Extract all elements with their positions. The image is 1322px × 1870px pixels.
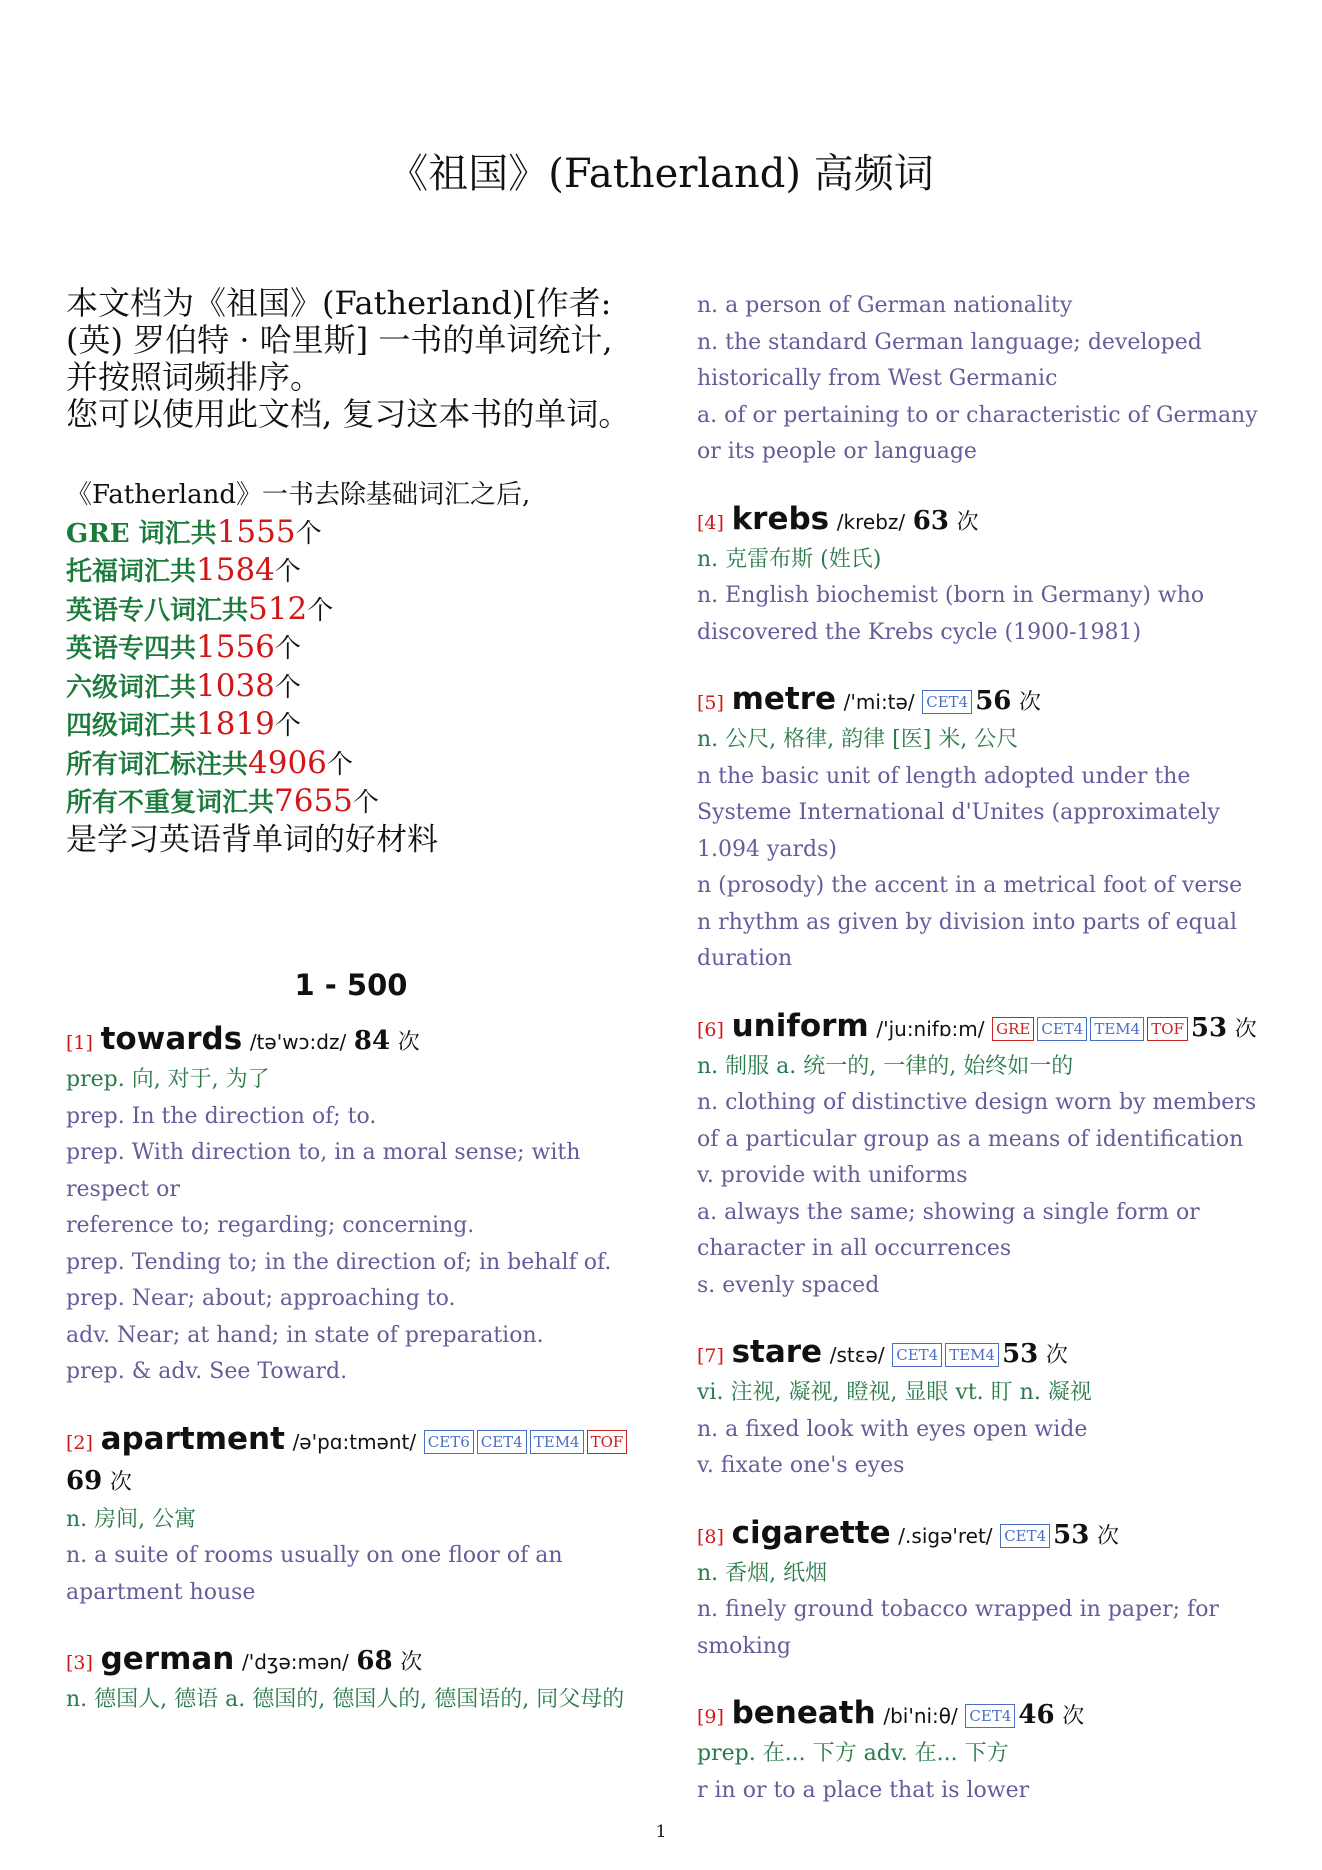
stat-label: 所有不重复词汇共	[66, 788, 275, 818]
word-entry	[697, 1694, 1267, 1809]
word-entry	[697, 500, 1267, 652]
stat-unit: 个	[326, 749, 353, 780]
definition-en: n. clothing of distinctive design worn by members of a particular group as a means of identification	[697, 1090, 1257, 1152]
stat-unit: 个	[352, 788, 379, 818]
headword: krebs	[731, 500, 830, 537]
entry-index: [9]	[697, 1706, 724, 1728]
definition-en: reference to; regarding; concerning.	[66, 1213, 475, 1238]
exam-tag: TOF	[587, 1430, 628, 1454]
intro-line-1: 本文档为《祖国》(Fatherland)[作者: (英) 罗伯特 · 哈里斯] 一书的单词统计, 并按照词频排序。	[66, 284, 613, 396]
exam-tag: GRE	[992, 1017, 1034, 1041]
word-entry	[66, 1640, 636, 1719]
exam-tag: TEM4	[530, 1430, 584, 1454]
definition-en: n (prosody) the accent in a metrical foot of verse	[697, 873, 1243, 898]
page-title: 《祖国》(Fatherland) 高频词	[388, 151, 934, 197]
stat-number: 1038	[196, 667, 275, 704]
definition-en: a. always the same; showing a single form or character in all occurrences	[697, 1199, 1200, 1261]
headword: cigarette	[731, 1514, 891, 1551]
stat-line	[66, 668, 636, 707]
entry-head	[697, 1007, 1267, 1049]
phonetic: /.sigə'ret/	[898, 1523, 993, 1548]
entry-index: [1]	[66, 1032, 93, 1054]
frequency-count: 68	[356, 1646, 393, 1676]
entry-index: [4]	[697, 511, 724, 534]
word-entry	[697, 288, 1267, 471]
entry-index: [3]	[66, 1652, 93, 1674]
stat-unit: 个	[274, 557, 301, 587]
headword: metre	[731, 681, 837, 717]
stat-number: 1556	[196, 629, 275, 665]
word-entry	[66, 1020, 636, 1391]
count-suffix: 次	[1234, 1016, 1257, 1042]
count-suffix: 次	[1062, 1704, 1085, 1729]
stat-label: 四级词汇共	[66, 711, 197, 741]
definition-en: v. fixate one's eyes	[697, 1453, 905, 1478]
frequency-count: 69	[66, 1465, 103, 1496]
entry-head	[697, 680, 1267, 722]
stat-number: 1555	[216, 513, 296, 550]
definition-en: prep. Near; about; approaching to.	[66, 1286, 456, 1311]
frequency-count: 63	[912, 505, 949, 536]
entry-head	[66, 1640, 636, 1682]
stat-unit: 个	[307, 595, 334, 626]
phonetic: /'ju:nifɒ:m/	[876, 1016, 985, 1041]
stats-list	[66, 514, 636, 822]
entry-head	[66, 1420, 636, 1502]
definition-en: s. evenly spaced	[697, 1272, 880, 1298]
definition-en: prep. With direction to, in a moral sense; with respect or	[66, 1140, 581, 1202]
entry-head	[697, 500, 1267, 542]
stat-unit: 个	[274, 672, 301, 703]
word-entry	[66, 1420, 636, 1612]
entry-head	[697, 1514, 1267, 1556]
entry-index: [7]	[697, 1345, 724, 1367]
headword: stare	[731, 1334, 823, 1370]
count-suffix: 次	[1045, 1343, 1068, 1368]
entry-head	[697, 1694, 1267, 1736]
stat-line	[66, 706, 636, 745]
stat-line	[66, 783, 636, 822]
definition-cn: n. 克雷布斯 (姓氏)	[697, 546, 882, 572]
headword: uniform	[731, 1007, 869, 1044]
definition-en: prep. Tending to; in the direction of; in behalf of.	[66, 1249, 612, 1275]
frequency-count: 56	[975, 686, 1012, 716]
intro-line-2: 您可以使用此文档, 复习这本书的单词。	[66, 395, 631, 433]
entries-right	[697, 288, 1267, 1809]
stat-unit: 个	[295, 518, 322, 549]
stat-label: GRE 词汇共	[66, 518, 217, 549]
stats-footer: 是学习英语背单词的好材料	[66, 821, 438, 858]
definition-en: n. finely ground tobacco wrapped in paper; for smoking	[697, 1597, 1219, 1659]
definition-en: r in or to a place that is lower	[697, 1777, 1030, 1803]
stats-lead: 《Fatherland》一书去除基础词汇之后,	[66, 480, 531, 510]
headword: apartment	[100, 1420, 285, 1457]
definition-cn: n. 制服 a. 统一的, 一律的, 始终如一的	[697, 1053, 1074, 1079]
phonetic: /bi'ni:θ/	[883, 1704, 958, 1728]
right-column	[697, 288, 1267, 1838]
phonetic: /'dʒə:mən/	[242, 1650, 349, 1674]
exam-tag: TEM4	[945, 1343, 999, 1367]
definition-cn: n. 房间, 公寓	[66, 1506, 197, 1532]
exam-tag: TEM4	[1090, 1017, 1144, 1041]
left-column	[66, 285, 636, 1748]
stat-label: 英语专八词汇共	[66, 595, 249, 626]
word-entry	[697, 1514, 1267, 1666]
definition-en: n. a fixed look with eyes open wide	[697, 1416, 1088, 1442]
entry-head	[697, 1333, 1267, 1375]
stat-label: 所有词汇标注共	[66, 749, 249, 780]
stat-line	[66, 745, 636, 784]
definition-en: n rhythm as given by division into parts of equal duration	[697, 909, 1238, 971]
word-entry	[697, 1007, 1267, 1305]
definition-en: prep. In the direction of; to.	[66, 1103, 377, 1129]
phonetic: /stɛə/	[829, 1343, 885, 1367]
count-suffix: 次	[397, 1030, 420, 1055]
definition-cn: prep. 向, 对于, 为了	[66, 1067, 270, 1092]
phonetic: /'mi:tə/	[843, 690, 915, 714]
stats-block	[66, 477, 636, 858]
stat-label: 英语专四共	[66, 634, 197, 664]
exam-tag: CET4	[1000, 1524, 1050, 1548]
exam-tag: CET4	[892, 1343, 942, 1367]
stat-line	[66, 552, 636, 591]
count-suffix: 次	[109, 1469, 132, 1495]
exam-tag: CET6	[424, 1430, 474, 1454]
stat-number: 1584	[196, 552, 275, 588]
definition-en: n. English biochemist (born in Germany) who discovered the Krebs cycle (1900-1981)	[697, 583, 1205, 645]
headword: beneath	[731, 1695, 876, 1731]
definition-cn: n. 德国人, 德语 a. 德国的, 德国人的, 德国语的, 同父母的	[66, 1687, 625, 1712]
exam-tag: CET4	[965, 1704, 1015, 1728]
stat-unit: 个	[274, 634, 301, 664]
entry-index: [2]	[66, 1431, 93, 1454]
stat-number: 4906	[248, 744, 327, 781]
stat-number: 1819	[196, 706, 275, 742]
definition-cn: n. 公尺, 格律, 韵律 [医] 米, 公尺	[697, 727, 1019, 752]
definition-cn: vi. 注视, 凝视, 瞪视, 显眼 vt. 盯 n. 凝视	[697, 1380, 1092, 1405]
entry-index: [8]	[697, 1525, 724, 1548]
stat-label: 托福词汇共	[66, 557, 197, 587]
word-entry	[697, 1333, 1267, 1485]
definition-cn: n. 香烟, 纸烟	[697, 1560, 828, 1586]
frequency-count: 46	[1018, 1700, 1055, 1730]
definition-en: a. of or pertaining to or characteristic of Germany or its people or language	[697, 402, 1258, 464]
definition-en: n. the standard German language; developed historically from West Germanic	[697, 329, 1202, 391]
exam-tag: CET4	[922, 690, 972, 714]
definition-en: v. provide with uniforms	[697, 1163, 968, 1188]
frequency-count: 53	[1002, 1339, 1039, 1369]
intro	[66, 285, 636, 433]
count-suffix: 次	[1097, 1523, 1120, 1549]
count-suffix: 次	[400, 1650, 423, 1675]
count-suffix: 次	[1019, 690, 1042, 715]
stat-label: 六级词汇共	[66, 672, 197, 703]
range-heading: 1 - 500	[294, 968, 408, 1002]
entry-index: [6]	[697, 1018, 724, 1041]
frequency-count: 53	[1053, 1519, 1090, 1550]
phonetic: /krebz/	[836, 509, 906, 534]
definition-en: adv. Near; at hand; in state of preparation.	[66, 1322, 544, 1348]
exam-tag: TOF	[1147, 1017, 1188, 1041]
entry-head	[66, 1020, 636, 1062]
entries-left	[66, 1020, 636, 1719]
exam-tag: CET4	[1037, 1017, 1087, 1041]
phonetic: /ə'pɑ:tmənt/	[292, 1429, 417, 1454]
stat-line	[66, 629, 636, 668]
stat-line	[66, 514, 636, 553]
frequency-count: 53	[1190, 1012, 1228, 1043]
stat-number: 7655	[274, 783, 353, 819]
stat-line	[66, 591, 636, 630]
definition-en: n the basic unit of length adopted under the Systeme International d'Unites (approximately 1.094 yards)	[697, 763, 1220, 862]
definition-cn: prep. 在... 下方 adv. 在... 下方	[697, 1741, 1009, 1766]
entry-index: [5]	[697, 692, 724, 714]
count-suffix: 次	[956, 509, 979, 535]
definition-en: n. a suite of rooms usually on one floor of an apartment house	[66, 1543, 563, 1605]
stat-number: 512	[248, 590, 308, 627]
frequency-count: 84	[353, 1026, 391, 1056]
phonetic: /tə'wɔ:dz/	[249, 1030, 347, 1054]
exam-tag: CET4	[477, 1430, 527, 1454]
headword: towards	[100, 1021, 243, 1057]
word-entry	[697, 680, 1267, 978]
headword: german	[100, 1641, 235, 1677]
stat-unit: 个	[274, 711, 301, 741]
definition-en: prep. & adv. See Toward.	[66, 1359, 348, 1384]
definition-en: n. a person of German nationality	[697, 293, 1073, 318]
page-number: 1	[655, 1822, 667, 1842]
